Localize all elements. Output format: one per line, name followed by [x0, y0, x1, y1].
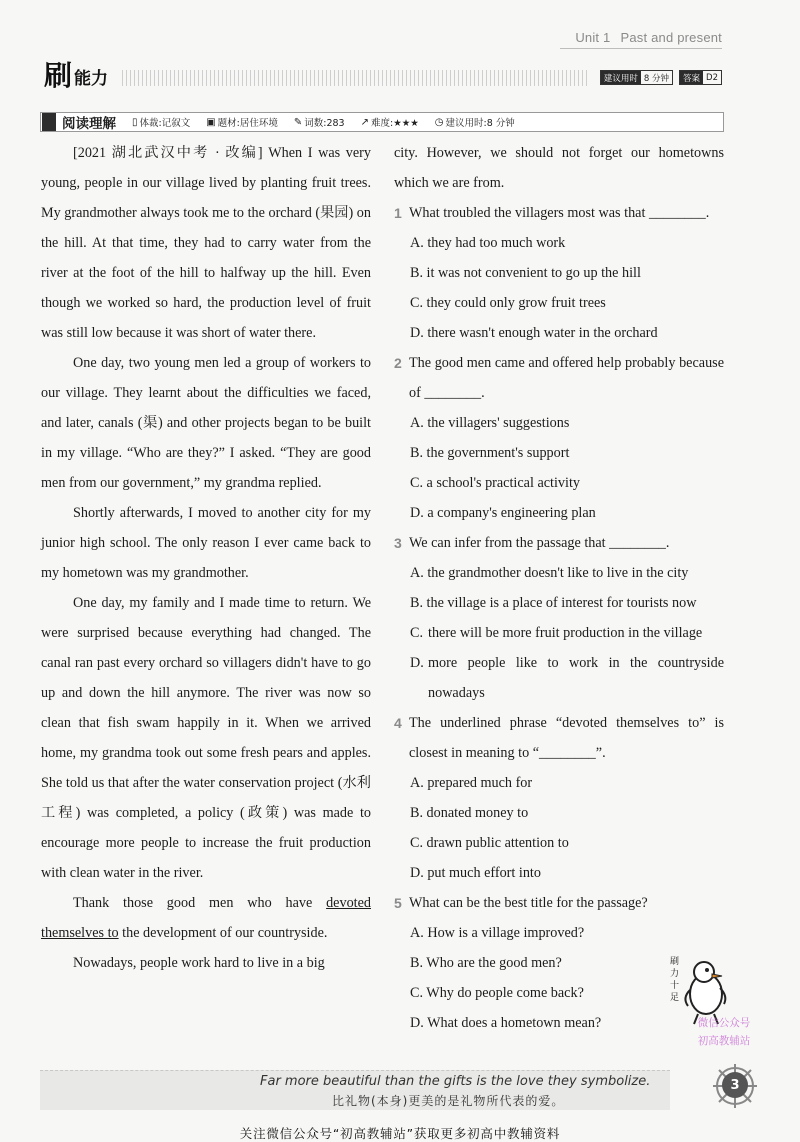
option: A. prepared much for — [410, 775, 533, 791]
section-marker — [42, 113, 56, 131]
question-1 — [394, 198, 724, 348]
mascot-caption-4: 足 — [670, 993, 680, 1003]
question-text: The underlined phrase “devoted themselves to” is closest in meaning to “________”. — [409, 715, 724, 761]
option — [394, 618, 724, 648]
option: D. put much effort into — [410, 865, 541, 881]
question-number: 5 — [394, 895, 402, 911]
chart-icon: ↗ — [360, 116, 369, 128]
words-text: 词数:283 — [304, 118, 345, 129]
option: C. a school's practical activity — [410, 475, 580, 491]
option: D. a company's engineering plan — [410, 505, 596, 521]
question-number: 3 — [394, 535, 402, 551]
wechat-line-2: 初高教辅站 — [697, 1035, 751, 1047]
unit-header — [565, 30, 722, 45]
mascot-caption: 刷 — [670, 957, 680, 967]
question-text: What troubled the villagers most was that ________. — [409, 205, 710, 221]
difficulty-meta — [361, 115, 419, 129]
motto-chinese: 比礼物(本身)更美的是礼物所代表的爱。 — [332, 1094, 565, 1108]
option: A. the grandmother doesn't like to live in the city — [410, 565, 689, 581]
genre-meta — [132, 115, 190, 129]
mascot-caption-3: 十 — [670, 981, 680, 991]
option: B. the village is a place of interest for tourists now — [410, 595, 697, 611]
brand-small-text: 能力 — [74, 69, 109, 89]
option: C. drawn public attention to — [410, 835, 569, 851]
question-3 — [394, 528, 724, 708]
option-letter: D. — [410, 655, 424, 671]
passage-paragraph-1: [2021 湖北武汉中考 · 改编] When I was very young, people in our village lived by planting fruit trees. My grandmother always took me to the orchard (果园) on the hill. At that time, they had to carry water from the river at the foot of the hill to halfway up the hill. Even though we worked so hard, the production level of fruit was still low because it was short of water there. — [41, 145, 371, 341]
unit-number: Unit 1 — [575, 30, 611, 45]
answer-tag — [679, 70, 722, 85]
passage-paragraph-2: One day, two young men led a group of workers to our village. They learnt about the difficulties we faced, and later, canals (渠) and other projects began to be built in my village. “Who are they?” I asked. “They are good men from our government,” my grandma replied. — [41, 355, 371, 491]
question-2 — [394, 348, 724, 528]
wechat-line-1: 微信公众号 — [697, 1017, 751, 1029]
motto-english: Far more beautiful than the gifts is the love they symbolize. — [260, 1074, 651, 1089]
option — [394, 648, 724, 708]
questions-column — [394, 138, 724, 1038]
topic-meta — [206, 115, 278, 129]
wechat-watermark — [688, 1014, 760, 1050]
option: A. How is a village improved? — [410, 925, 585, 941]
mascot-caption-2: 力 — [670, 969, 680, 979]
header-rule — [560, 48, 722, 49]
option-letter: C. — [410, 625, 424, 641]
time-meta — [435, 115, 515, 129]
suggested-time-label: 建议用时 — [601, 71, 641, 84]
option: C. they could only grow fruit trees — [410, 295, 606, 311]
topic-text: 题材:居住环境 — [217, 118, 278, 129]
option: A. they had too much work — [410, 235, 566, 251]
answer-label: 答案 — [680, 71, 703, 84]
option: D. there wasn't enough water in the orchard — [410, 325, 658, 341]
section-title: 阅读理解 — [62, 116, 116, 132]
document-icon: ▯ — [132, 116, 138, 128]
question-number: 1 — [394, 205, 402, 221]
section-bar — [40, 112, 724, 132]
question-number: 4 — [394, 715, 402, 731]
image-icon: ▣ — [206, 116, 216, 128]
time-text: 建议用时:8 分钟 — [445, 118, 515, 129]
passage-paragraph-4: One day, my family and I made time to return. We were surprised because everything had changed. The canal ran past every orchard so villagers didn't have to go up and down the hill anymore. The river was now so clean that fish swam happily in it. When we arrived home, my grandma took out some fresh pears and apples. She told us that after the water conservation project (水利工程) was completed, a policy (政策) was made to encourage more people to increase the fruit production with clean water in the river. — [41, 595, 371, 881]
genre-text: 体裁:记叙文 — [139, 118, 191, 129]
option: C. Why do people come back? — [410, 985, 584, 1001]
bottom-note: 关注微信公众号“初高教辅站”获取更多初高中教辅资料 — [239, 1126, 561, 1141]
paragraph-5-start: Thank those good men who have — [73, 895, 327, 911]
option-text: more people like to work in the countryside nowadays — [428, 655, 724, 701]
option: D. What does a hometown mean? — [410, 1015, 602, 1031]
option-text: there will be more fruit production in the village — [428, 625, 703, 641]
unit-title: Past and present — [620, 30, 722, 45]
underlined-phrase: devoted themselves to — [41, 895, 371, 941]
clock-icon: ◷ — [434, 116, 444, 128]
question-text: We can infer from the passage that ________. — [409, 535, 670, 551]
answer-page: D2 — [706, 72, 718, 83]
question-text: The good men came and offered help probably because of ________. — [409, 355, 724, 401]
option: B. it was not convenient to go up the hill — [410, 265, 641, 281]
question-number: 2 — [394, 355, 402, 371]
passage-column — [41, 138, 371, 978]
passage-paragraph-6-start: Nowadays, people work hard to live in a big — [73, 955, 325, 971]
passage-paragraph-3: Shortly afterwards, I moved to another city for my junior high school. The only reason I ever came back to my hometown was my grandmother. — [41, 505, 371, 581]
brand-big-char: 刷 — [44, 59, 73, 92]
option: A. the villagers' suggestions — [410, 415, 570, 431]
suggested-time-value: 8 分钟 — [643, 73, 670, 84]
option: B. donated money to — [410, 805, 529, 821]
words-meta — [294, 115, 345, 129]
time-tags — [600, 70, 722, 85]
difficulty-text: 难度:★★★ — [371, 118, 419, 129]
option: B. Who are the good men? — [410, 955, 562, 971]
passage-paragraph-6-end: city. However, we should not forget our hometowns which we are from. — [394, 145, 724, 191]
question-text: What can be the best title for the passage? — [409, 895, 648, 911]
passage-paragraph-5 — [41, 888, 371, 948]
decorative-band — [122, 70, 590, 86]
question-4 — [394, 708, 724, 888]
suggested-time-tag — [600, 70, 673, 85]
page-number: 3 — [722, 1072, 748, 1098]
pencil-icon: ✎ — [293, 116, 303, 128]
brand-logo — [44, 59, 109, 92]
option: B. the government's support — [410, 445, 570, 461]
paragraph-5-end: the development of our countryside. — [118, 925, 328, 941]
